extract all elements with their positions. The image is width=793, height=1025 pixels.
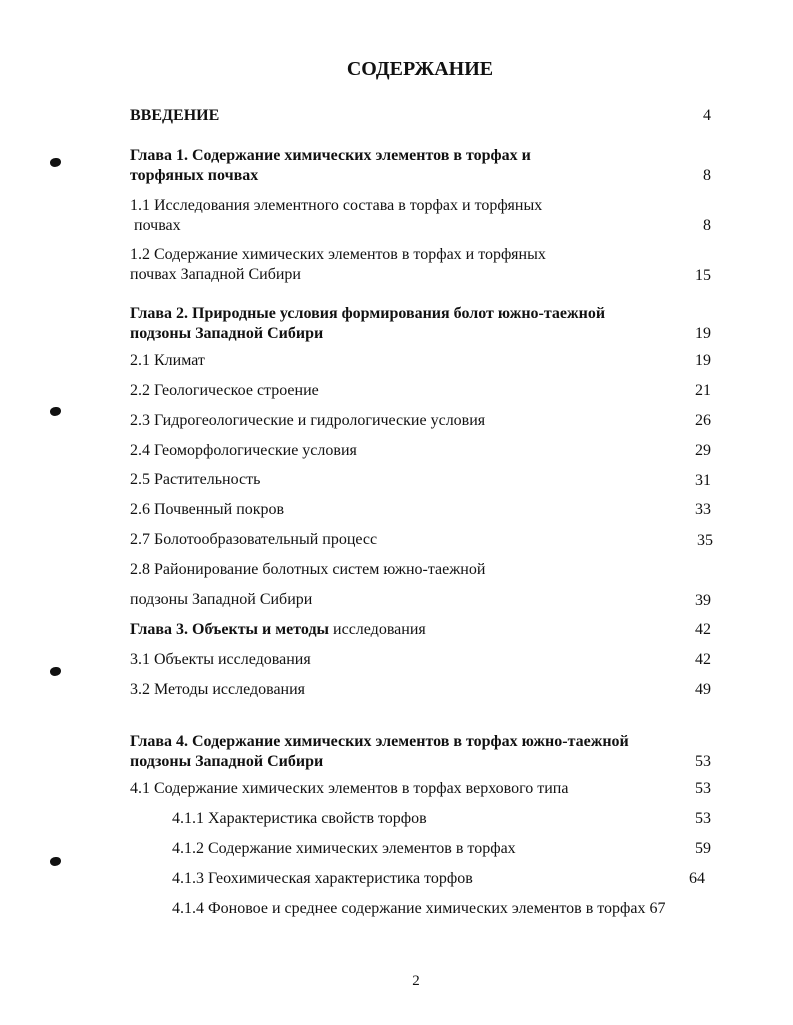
toc-page-number: 26	[695, 412, 711, 429]
toc-section-4-1: 4.1 Содержание химических элементов в торфах верхового типа	[130, 780, 569, 797]
toc-page-number: 53	[695, 753, 711, 770]
toc-page-number: 42	[695, 651, 711, 668]
toc-section-1-2-line1: 1.2 Содержание химических элементов в торфах и торфяных	[130, 246, 546, 263]
toc-section-2-6: 2.6 Почвенный покров	[130, 501, 285, 518]
toc-chapter-2-line2: подзоны Западной Сибири	[130, 325, 324, 342]
toc-title: СОДЕРЖАНИЕ	[346, 58, 494, 80]
toc-chapter-3-bold: Глава 3. Объекты и методы	[130, 621, 330, 638]
toc-section-2-8-line1: 2.8 Районирование болотных систем южно-таежной	[130, 561, 486, 578]
toc-entry-intro: ВВЕДЕНИЕ	[130, 107, 220, 124]
toc-section-4-1-3: 4.1.3 Геохимическая характеристика торфов	[172, 870, 473, 887]
toc-section-2-7: 2.7 Болотообразовательный процесс	[130, 531, 378, 548]
toc-page-number: 8	[703, 217, 711, 234]
toc-section-3-2: 3.2 Методы исследования	[130, 681, 306, 698]
toc-chapter-3-rest: исследования	[329, 621, 426, 638]
toc-section-3-1: 3.1 Объекты исследования	[130, 651, 311, 668]
toc-page-number: 4	[703, 107, 711, 124]
toc-chapter-1-line1: Глава 1. Содержание химических элементов в торфах и	[130, 147, 531, 164]
toc-section-2-3: 2.3 Гидрогеологические и гидрологические условия	[130, 412, 486, 429]
toc-page-number: 53	[695, 780, 711, 797]
page-number: 2	[412, 973, 420, 989]
toc-chapter-4-line1: Глава 4. Содержание химических элементов в торфах южно-таежной	[130, 733, 629, 750]
toc-page-number: 31	[695, 472, 711, 489]
toc-chapter-4-line2: подзоны Западной Сибири	[130, 753, 324, 770]
toc-section-1-1-line1: 1.1 Исследования элементного состава в торфах и торфяных	[130, 197, 543, 214]
toc-page-number: 53	[695, 810, 711, 827]
toc-page-number: 29	[695, 442, 711, 459]
toc-page-number: 64	[689, 870, 705, 887]
toc-chapter-3	[130, 620, 426, 639]
toc-section-2-5: 2.5 Растительность	[130, 471, 261, 488]
toc-page-number: 19	[695, 325, 711, 342]
toc-section-1-1-line2: почвах	[134, 217, 181, 234]
toc-section-4-1-2: 4.1.2 Содержание химических элементов в торфах	[172, 840, 516, 857]
punch-hole-mark	[50, 857, 61, 866]
toc-page-number: 42	[695, 621, 711, 638]
toc-section-2-1: 2.1 Климат	[130, 352, 205, 369]
punch-hole-mark	[50, 407, 61, 416]
toc-section-1-2-line2: почвах Западной Сибири	[130, 266, 301, 283]
toc-section-2-8-line2: подзоны Западной Сибири	[130, 591, 313, 608]
punch-hole-mark	[50, 667, 61, 676]
toc-page-number: 19	[695, 352, 711, 369]
toc-page-number: 33	[695, 501, 711, 518]
toc-section-2-4: 2.4 Геоморфологические условия	[130, 442, 357, 459]
toc-chapter-1-line2: торфяных почвах	[130, 167, 259, 184]
punch-hole-mark	[50, 158, 61, 167]
toc-page-number: 59	[695, 840, 711, 857]
toc-page-number: 49	[695, 681, 711, 698]
toc-page-number: 39	[695, 592, 711, 609]
toc-section-4-1-1: 4.1.1 Характеристика свойств торфов	[172, 810, 427, 827]
toc-section-2-2: 2.2 Геологическое строение	[130, 382, 319, 399]
toc-page-number: 15	[695, 267, 711, 284]
toc-chapter-2-line1: Глава 2. Природные условия формирования болот южно-таежной	[130, 305, 606, 322]
toc-section-4-1-4	[172, 899, 666, 918]
toc-section-4-1-4-text: 4.1.4 Фоновое и среднее содержание химических элементов в торфах	[172, 900, 646, 917]
toc-page-number: 8	[703, 167, 711, 184]
toc-page-number: 35	[697, 532, 713, 549]
toc-page-number: 67	[649, 900, 666, 917]
toc-page-number: 21	[695, 382, 711, 399]
